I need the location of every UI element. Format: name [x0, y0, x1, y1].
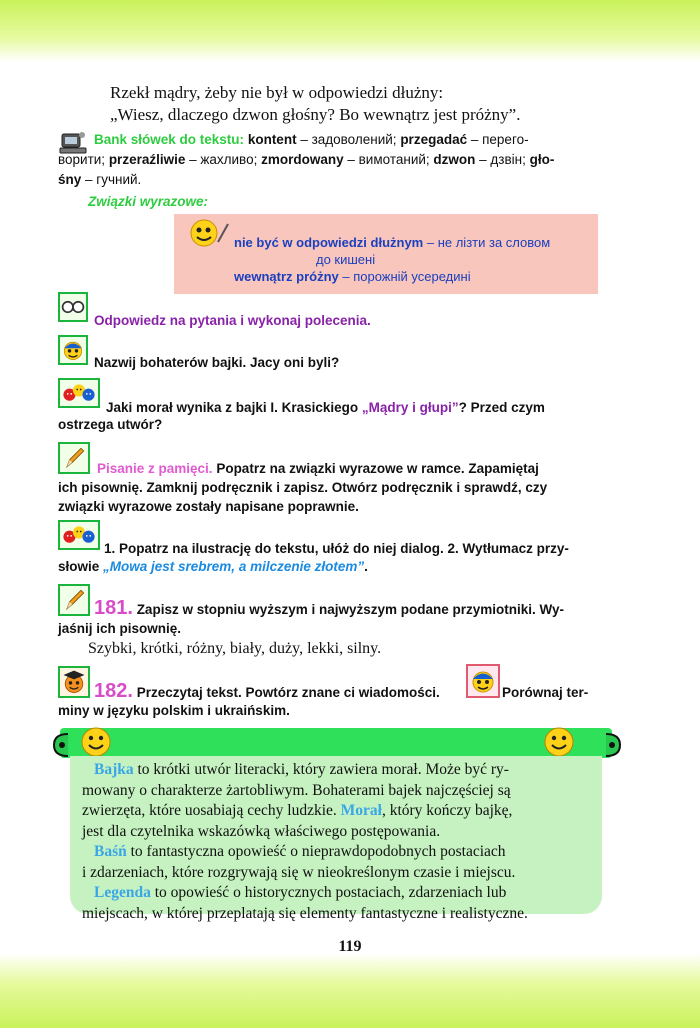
smiley-writing-icon [188, 218, 232, 248]
task-5-line-1: 1. Popatrz na ilustrację do tekstu, ułóż do niej dialog. 2. Wytłumacz przy- [104, 541, 569, 556]
graduate-smiley-icon [58, 666, 90, 698]
proverb: „Mowa jest srebrem, a milczenie złotem” [103, 559, 365, 574]
task-3-text: ? Przed czym [458, 400, 545, 415]
vocab-translation: – вимотаний; [343, 152, 434, 167]
rule-scroll-header [60, 728, 612, 758]
vocab-line-3 [58, 170, 141, 190]
pencil-icon [58, 442, 90, 474]
rule-text-part: to fantastyczna opowieść o nieprawdopodobnych postaciach [126, 843, 506, 860]
vocab-word: kontent [247, 132, 297, 147]
task-4-text: Popatrz na związki wyrazowe w ramce. Zapamiętaj [212, 461, 539, 476]
smiley-icon-left [80, 726, 112, 758]
colored-faces-icon-2 [58, 520, 100, 550]
exercise-text: Przeczytaj tekst. Powtórz znane ci wiadomości. [132, 685, 440, 700]
task-3-line-1 [106, 398, 626, 418]
rule-text-part: zwierzęta, które uosabiają cechy ludzkie. [82, 802, 341, 819]
vocab-word: przegadać [400, 132, 468, 147]
phrases-heading: Związki wyrazowe: [88, 194, 209, 209]
vocab-translation: ворити; [58, 152, 109, 167]
vocab-line-2 [58, 150, 618, 170]
exercise-number: 181. [94, 597, 133, 619]
exercise-181-line-2: jaśnij ich pisownię. [58, 621, 182, 636]
vocab-translation: – задоволений; [296, 132, 401, 147]
exercise-182-line-1b: Porównaj ter- [502, 685, 589, 700]
exercise-182-line-2: miny w języku polskim i ukraińskim. [58, 703, 290, 718]
task-5-line-2 [58, 557, 368, 577]
top-band [0, 0, 700, 62]
rule-line: i zdarzeniach, które rozgrywają się w nieokreślonym czasie i miejscu. [82, 863, 516, 881]
task-5-text: . [364, 559, 368, 574]
task-1: Odpowiedz na pytania i wykonaj polecenia. [94, 313, 371, 328]
boy-face-icon [58, 335, 88, 365]
task-4-line-2: ich pisownię. Zamknij podręcznik i zapisz. Otwórz podręcznik i sprawdź, czy [58, 480, 548, 495]
phrase-1-continued: до кишені [316, 252, 376, 267]
poem-line-2: „Wiesz, dlaczego dzwon głośny? Bo wewnątrz jest próżny”. [110, 105, 521, 124]
vocab-translation: – гучний. [81, 172, 142, 187]
term-bajka: Bajka [94, 761, 134, 778]
poem-line-1: Rzekł mądry, żeby nie był w odpowiedzi dłużny: [110, 83, 444, 102]
term-basn: Baśń [94, 843, 127, 860]
rule-text-part: to krótki utwór literacki, który zawiera morał. Może być ry- [133, 761, 509, 778]
glasses-icon [58, 292, 88, 322]
task-3-line-2: ostrzega utwór? [58, 417, 163, 432]
exercise-number: 182. [94, 680, 133, 702]
bottom-band [0, 953, 700, 1028]
rule-text-part: to opowieść o historycznych postaciach, zdarzeniach lub [150, 884, 507, 901]
task-4-line-1 [97, 459, 627, 479]
exercise-text: Zapisz w stopniu wyższym i najwyższym podane przymiotniki. Wy- [132, 602, 565, 617]
rule-line [82, 842, 592, 863]
phrase-ukrainian: – не лізти за словом [423, 235, 551, 250]
vocab-word: przeraźliwie [108, 152, 186, 167]
scroll-curl-right [604, 732, 622, 758]
rule-line [82, 760, 592, 781]
vocab-word: gło- [529, 152, 555, 167]
phrase-polish: wewnątrz próżny [234, 269, 339, 284]
rule-text [82, 760, 592, 924]
page-number: 119 [338, 938, 362, 955]
adjective-list: Szybki, krótki, różny, biały, duży, lekki, silny. [88, 640, 382, 657]
rule-line: jest dla czytelnika wskazówką właściwego postępowania. [82, 822, 441, 840]
task-4-line-3: związki wyrazowe zostały napisane poprawnie. [58, 499, 359, 514]
task-5-text: słowie [58, 559, 104, 574]
term-legenda: Legenda [94, 884, 151, 901]
fable-title: „Mądry i głupi” [361, 400, 459, 415]
vocab-line-1 [94, 130, 614, 150]
vocab-heading: Bank słówek do tekstu: [94, 132, 245, 147]
vocab-translation: – дзвін; [475, 152, 530, 167]
colored-faces-icon [58, 378, 100, 408]
vocab-word: śny [58, 172, 82, 187]
task-2: Nazwij bohaterów bajki. Jacy oni byli? [94, 355, 340, 370]
rule-line [82, 883, 592, 904]
smiley-icon-right [543, 726, 575, 758]
vocab-word: zmordowany [261, 152, 344, 167]
rule-line: mowany o charakterze żartobliwym. Bohaterami bajek najczęściej są [82, 781, 511, 799]
term-moral: Morał [340, 802, 382, 819]
phrase-polish: nie być w odpowiedzi dłużnym [234, 235, 424, 250]
rule-text-part: , który kończy bajkę, [381, 802, 513, 819]
scroll-curl-left [52, 732, 70, 758]
phrase-ukrainian: – порожній усередині [338, 269, 471, 284]
exercise-182-line-1a [94, 681, 440, 703]
vocab-translation: – жахливо; [185, 152, 262, 167]
task-3-text: Jaki morał wynika z bajki I. Krasickiego [106, 400, 362, 415]
boy-face-icon-2 [466, 664, 500, 698]
pencil-icon-2 [58, 584, 90, 616]
vocab-word: dzwon [433, 152, 476, 167]
phrase-2 [234, 268, 598, 286]
rule-line: miejscach, w której przeplatają się elementy fantastyczne i realistyczne. [82, 904, 528, 922]
task-4-heading: Pisanie z pamięci. [97, 461, 213, 476]
vocab-translation: – перего- [467, 132, 529, 147]
rule-line [82, 801, 592, 822]
phrase-1 [234, 234, 598, 252]
exercise-181-line-1 [94, 598, 624, 620]
